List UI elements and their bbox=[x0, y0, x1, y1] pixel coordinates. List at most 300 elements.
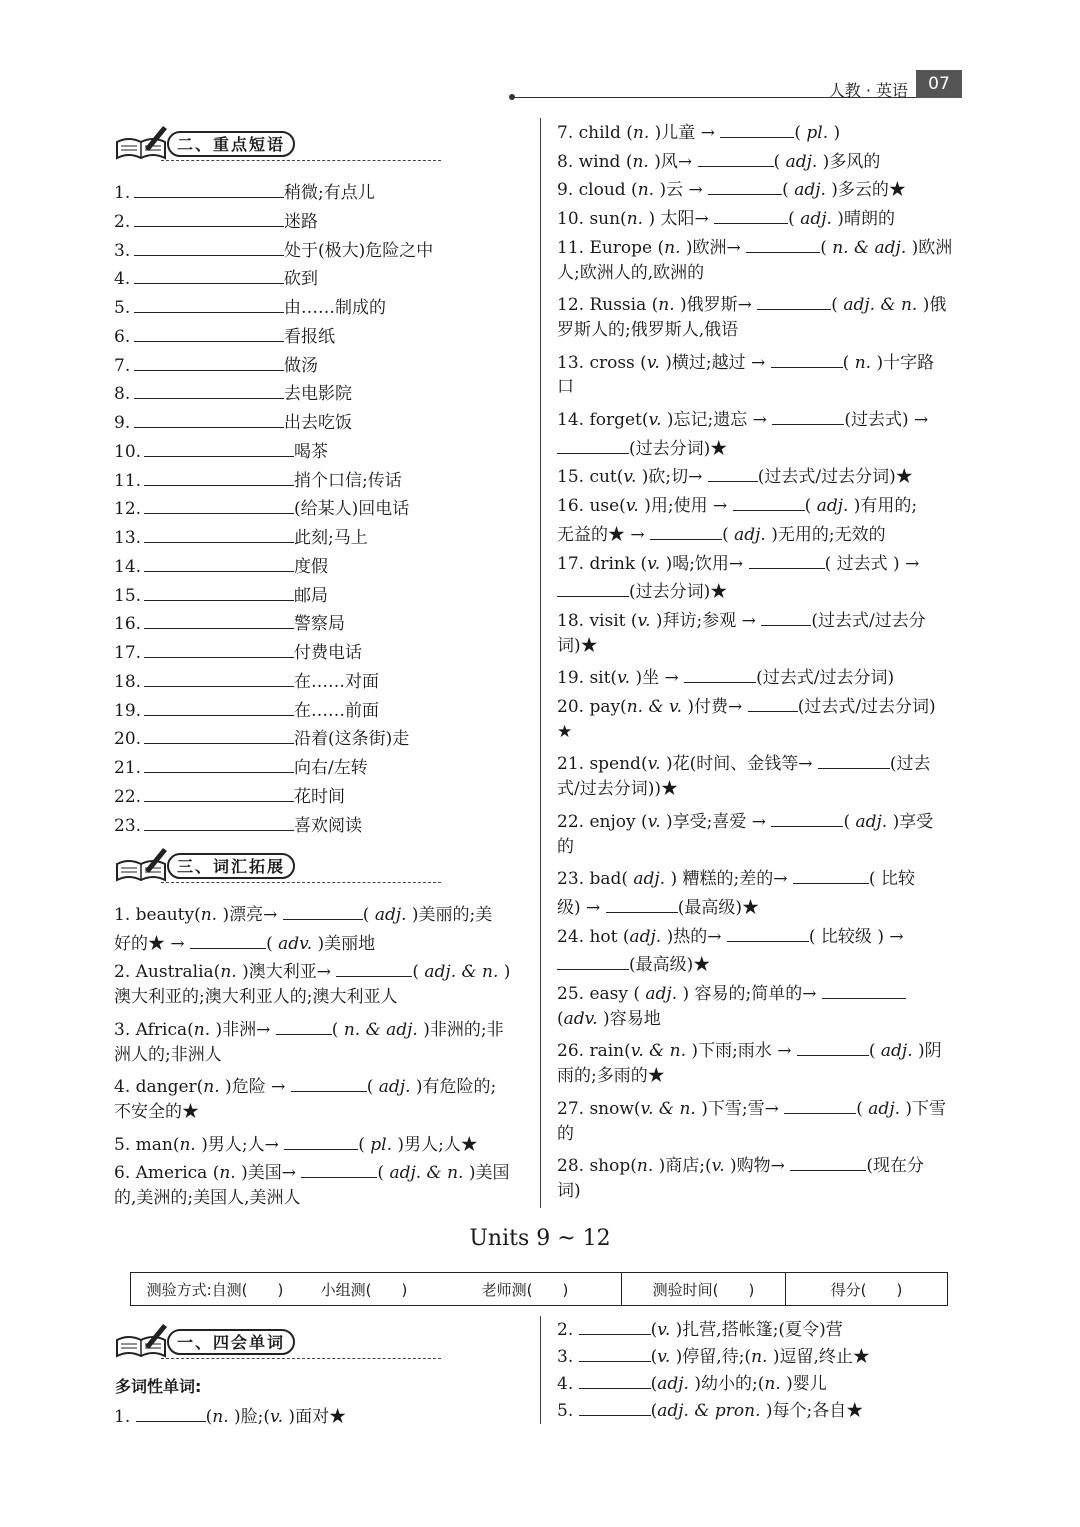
text-line bbox=[557, 1179, 967, 1203]
answer-blank[interactable] bbox=[822, 978, 906, 999]
text-line bbox=[557, 289, 967, 317]
text-segment: )用;使用 → bbox=[638, 496, 733, 517]
phrase-answer-blank[interactable] bbox=[134, 407, 284, 428]
text-segment: 19. sit( bbox=[557, 668, 618, 689]
phrase-answer-blank[interactable] bbox=[144, 522, 294, 543]
text-segment: ( bbox=[788, 209, 801, 230]
text-segment: (过去分词)★ bbox=[629, 438, 728, 459]
text-segment: )俄 bbox=[917, 295, 947, 316]
text-line bbox=[557, 662, 967, 690]
text-segment: ) 糟糕的;差的→ bbox=[665, 869, 793, 890]
phrase-item bbox=[114, 263, 318, 291]
phrase-answer-blank[interactable] bbox=[144, 752, 294, 773]
section-title-underline bbox=[161, 882, 441, 883]
text-segment: 罗斯人的;俄罗斯人,俄语 bbox=[557, 319, 739, 340]
text-segment: ( bbox=[722, 524, 735, 545]
text-segment: ( bbox=[266, 933, 279, 954]
phrase-meaning: 向右/左转 bbox=[294, 758, 368, 778]
phrase-meaning: 捎个口信;传话 bbox=[294, 470, 402, 491]
phrase-meaning: 喜欢阅读 bbox=[294, 815, 362, 836]
part-of-speech: n. bbox=[764, 1374, 781, 1394]
part-of-speech: n. bbox=[632, 151, 649, 172]
phrase-meaning: 邮局 bbox=[294, 585, 328, 606]
phrase-number: 11. bbox=[114, 470, 142, 491]
text-segment: 15. cut( bbox=[557, 467, 624, 488]
text-segment: )危险 → bbox=[219, 1077, 291, 1098]
text-segment: 9. cloud ( bbox=[557, 180, 638, 201]
text-line bbox=[557, 748, 967, 776]
text-segment: 25. easy ( bbox=[557, 984, 646, 1004]
part-of-speech: adv. bbox=[278, 933, 313, 954]
phrase-meaning: 付费电话 bbox=[294, 643, 362, 663]
phrase-item bbox=[114, 407, 352, 435]
phrase-meaning: 去电影院 bbox=[284, 384, 352, 405]
phrase-meaning: 沿着(这条街)走 bbox=[294, 729, 410, 750]
text-segment: (过去式/过去分 bbox=[811, 610, 926, 631]
text-segment: 式/过去分词))★ bbox=[557, 779, 678, 800]
phrase-number: 21. bbox=[114, 758, 142, 778]
text-segment: 洲人的;非洲人 bbox=[114, 1044, 222, 1065]
text-segment: )砍;切→ bbox=[636, 467, 708, 488]
text-segment: 10. sun( bbox=[557, 209, 627, 230]
answer-blank[interactable] bbox=[291, 1071, 367, 1092]
text-segment: )美丽的;美 bbox=[406, 905, 493, 925]
phrase-item bbox=[114, 235, 433, 263]
text-segment: ( 过去式 ) → bbox=[824, 553, 920, 574]
part-of-speech: n. bbox=[212, 1407, 229, 1427]
answer-blank[interactable] bbox=[708, 461, 758, 482]
part-of-speech: adj. bbox=[633, 869, 666, 890]
phrase-number: 4. bbox=[114, 269, 131, 290]
text-line bbox=[557, 691, 967, 719]
phrase-meaning: 砍到 bbox=[284, 269, 318, 290]
text-segment: ( bbox=[412, 962, 425, 983]
phrase-answer-blank[interactable] bbox=[134, 235, 284, 256]
phrase-meaning: 稍微;有点儿 bbox=[284, 183, 375, 203]
test-score-cell: 得分( ) bbox=[785, 1273, 947, 1305]
text-line bbox=[557, 347, 967, 375]
phrase-answer-blank[interactable] bbox=[144, 781, 294, 802]
phrase-answer-blank[interactable] bbox=[134, 177, 284, 198]
phrase-meaning: 迷路 bbox=[284, 211, 318, 232]
text-segment: )坐 → bbox=[630, 668, 685, 689]
text-line bbox=[114, 1401, 524, 1429]
phrase-number: 6. bbox=[114, 326, 131, 347]
text-segment: ( bbox=[820, 237, 833, 258]
text-segment: 口 bbox=[557, 377, 574, 398]
phrase-answer-blank[interactable] bbox=[144, 580, 294, 601]
phrase-number: 20. bbox=[114, 729, 142, 750]
text-line bbox=[557, 203, 967, 231]
answer-blank[interactable] bbox=[746, 232, 820, 253]
text-segment: ( bbox=[650, 1320, 658, 1340]
text-segment: )非洲→ bbox=[210, 1019, 276, 1040]
phrase-answer-blank[interactable] bbox=[134, 350, 284, 371]
text-segment: )无用的;无效的 bbox=[765, 524, 886, 545]
part-of-speech: adj. bbox=[657, 1374, 689, 1394]
text-segment: )容易地 bbox=[597, 1008, 661, 1029]
text-line bbox=[114, 956, 524, 984]
phrase-meaning: 由……制成的 bbox=[284, 298, 386, 318]
phrase-meaning: (给某人)回电话 bbox=[294, 499, 410, 520]
phrase-item bbox=[114, 350, 318, 378]
text-segment: 雨的;多雨的★ bbox=[557, 1066, 665, 1087]
text-line bbox=[557, 1150, 967, 1178]
answer-blank[interactable] bbox=[557, 433, 629, 454]
text-segment: )儿童 → bbox=[649, 123, 721, 143]
answer-blank[interactable] bbox=[793, 863, 869, 884]
answer-blank[interactable] bbox=[190, 928, 266, 949]
text-line bbox=[557, 1064, 967, 1088]
part-of-speech: v. & n. bbox=[630, 1041, 687, 1062]
text-segment: 12. Russia ( bbox=[557, 295, 659, 316]
text-segment: 好的★ → bbox=[114, 933, 191, 954]
text-segment: 澳大利亚的;澳大利亚人的;澳大利亚人 bbox=[114, 987, 398, 1008]
book-pen-icon bbox=[115, 124, 175, 164]
phrase-item bbox=[114, 465, 402, 493]
answer-blank[interactable] bbox=[301, 1157, 377, 1178]
text-segment: ) 太阳→ bbox=[643, 209, 715, 230]
part-of-speech: v. bbox=[647, 754, 661, 775]
text-segment: 词) bbox=[557, 1180, 581, 1201]
part-of-speech: adj. bbox=[794, 180, 826, 201]
section-title-underline bbox=[161, 1358, 441, 1359]
text-line bbox=[557, 634, 967, 658]
answer-blank[interactable] bbox=[727, 921, 809, 942]
text-line bbox=[114, 928, 524, 956]
phrase-answer-blank[interactable] bbox=[144, 637, 294, 658]
part-of-speech: pl. bbox=[370, 1134, 393, 1155]
text-segment: )付费→ bbox=[682, 697, 748, 717]
units-title: Units 9 ~ 12 bbox=[469, 1226, 611, 1251]
part-of-speech: adj. bbox=[378, 1077, 411, 1098]
answer-blank[interactable] bbox=[797, 1035, 869, 1056]
answer-blank[interactable] bbox=[749, 548, 825, 569]
part-of-speech: n. bbox=[219, 1163, 236, 1184]
phrase-answer-blank[interactable] bbox=[134, 206, 284, 227]
text-line bbox=[557, 318, 967, 342]
text-line bbox=[557, 835, 967, 859]
text-segment: ( bbox=[856, 1098, 869, 1119]
text-segment: )婴儿 bbox=[780, 1374, 827, 1394]
phrase-item bbox=[114, 177, 375, 205]
part-of-speech: v. bbox=[647, 811, 661, 832]
answer-blank[interactable] bbox=[714, 203, 788, 224]
text-segment: )男人;人★ bbox=[392, 1134, 478, 1155]
part-of-speech: pl. bbox=[806, 123, 829, 143]
phrase-meaning: 度假 bbox=[294, 556, 328, 577]
text-line bbox=[557, 519, 967, 547]
text-segment: )停留,待;( bbox=[670, 1347, 752, 1367]
text-segment: 26. rain( bbox=[557, 1041, 631, 1062]
part-of-speech: v. bbox=[623, 467, 637, 488]
part-of-speech: adj. & n. bbox=[389, 1163, 464, 1184]
answer-blank[interactable] bbox=[579, 1368, 651, 1389]
phrase-item bbox=[114, 752, 368, 780]
text-segment: 2. Australia( bbox=[114, 962, 221, 983]
text-line bbox=[114, 1014, 524, 1042]
answer-blank[interactable] bbox=[136, 1401, 206, 1422]
part-of-speech: adj. bbox=[816, 496, 849, 517]
text-segment: )澳大利亚→ bbox=[236, 962, 337, 983]
text-segment: 3. bbox=[557, 1347, 579, 1367]
text-segment: )花(时间、金钱等→ bbox=[660, 754, 818, 775]
text-segment: 8. wind ( bbox=[557, 151, 633, 172]
part-of-speech: v. bbox=[647, 553, 661, 574]
answer-blank[interactable] bbox=[818, 748, 890, 769]
text-segment: ( bbox=[650, 1401, 658, 1421]
answer-blank[interactable] bbox=[684, 662, 756, 683]
phrase-number: 8. bbox=[114, 384, 131, 405]
text-segment: 11. Europe ( bbox=[557, 237, 665, 258]
text-segment: (最高级)★ bbox=[677, 897, 759, 918]
phrase-answer-blank[interactable] bbox=[144, 666, 294, 687]
phrase-item bbox=[114, 292, 386, 320]
text-line bbox=[557, 921, 967, 949]
text-segment: ( bbox=[650, 1374, 658, 1394]
text-segment: )美国 bbox=[463, 1163, 510, 1184]
text-segment: 14. forget( bbox=[557, 410, 649, 430]
text-line bbox=[557, 1395, 967, 1423]
answer-blank[interactable] bbox=[708, 174, 782, 195]
phrase-answer-blank[interactable] bbox=[144, 551, 294, 572]
text-segment: ( bbox=[773, 151, 786, 172]
part-of-speech: adj. & n. bbox=[424, 962, 499, 983]
answer-blank[interactable] bbox=[336, 956, 412, 977]
text-line bbox=[114, 899, 524, 927]
part-of-speech: n. bbox=[200, 905, 218, 925]
text-line bbox=[557, 1035, 967, 1063]
text-segment: )忘记;遗忘 → bbox=[661, 410, 773, 430]
phrase-meaning: 警察局 bbox=[294, 614, 345, 635]
phrase-answer-blank[interactable] bbox=[134, 378, 284, 399]
text-segment: ★ bbox=[557, 721, 573, 742]
text-segment: )云 → bbox=[654, 180, 709, 201]
section-title-text: 三、词汇拓展 bbox=[167, 853, 295, 879]
phrase-answer-blank[interactable] bbox=[134, 263, 284, 284]
part-of-speech: adj. bbox=[880, 1041, 913, 1062]
phrase-meaning: 看报纸 bbox=[284, 326, 335, 347]
answer-blank[interactable] bbox=[698, 146, 774, 167]
answer-blank[interactable] bbox=[557, 576, 629, 597]
answer-blank[interactable] bbox=[771, 347, 843, 368]
answer-blank[interactable] bbox=[790, 1150, 866, 1171]
text-segment: 21. spend( bbox=[557, 754, 648, 775]
phrase-item bbox=[114, 436, 328, 464]
text-segment: 1. beauty( bbox=[114, 905, 201, 925]
part-of-speech: v. & n. bbox=[640, 1098, 696, 1119]
text-segment: )有危险的; bbox=[410, 1077, 497, 1098]
phrase-meaning: 喝茶 bbox=[294, 441, 328, 462]
phrase-item bbox=[114, 666, 379, 694]
phrase-answer-blank[interactable] bbox=[144, 436, 294, 457]
text-line bbox=[557, 375, 967, 399]
text-segment: )横过;越过 → bbox=[659, 352, 771, 373]
phrase-item bbox=[114, 580, 328, 608]
text-line bbox=[557, 433, 967, 461]
text-line bbox=[557, 117, 967, 145]
part-of-speech: adj. bbox=[734, 524, 766, 545]
text-segment: (过去 bbox=[889, 754, 931, 775]
text-segment: (最高级)★ bbox=[629, 955, 711, 976]
answer-blank[interactable] bbox=[757, 289, 831, 310]
part-of-speech: n. bbox=[193, 1019, 211, 1040]
text-segment: )喝;饮用→ bbox=[660, 553, 749, 574]
column-divider-bottom bbox=[540, 1316, 541, 1424]
phrase-answer-blank[interactable] bbox=[144, 465, 294, 486]
answer-blank[interactable] bbox=[284, 1129, 358, 1150]
phrase-meaning: 做汤 bbox=[284, 355, 318, 376]
answer-blank[interactable] bbox=[748, 691, 798, 712]
phrase-answer-blank[interactable] bbox=[134, 292, 284, 313]
answer-blank[interactable] bbox=[761, 605, 811, 626]
phrase-item bbox=[114, 522, 368, 550]
phrase-item bbox=[114, 321, 335, 349]
answer-blank[interactable] bbox=[784, 1093, 856, 1114]
text-segment: 的 bbox=[557, 1123, 574, 1144]
text-segment: (过去分词)★ bbox=[629, 582, 728, 603]
part-of-speech: n. bbox=[664, 237, 681, 258]
part-of-speech: adj. bbox=[785, 151, 818, 172]
text-line bbox=[557, 232, 967, 260]
phrase-item bbox=[114, 378, 352, 406]
text-segment: 的,美洲的;美国人,美洲人 bbox=[114, 1188, 301, 1208]
phrase-answer-blank[interactable] bbox=[144, 608, 294, 629]
text-segment: 词)★ bbox=[557, 635, 598, 656]
part-of-speech: adj. & pron. bbox=[657, 1401, 761, 1421]
answer-blank[interactable] bbox=[733, 490, 805, 511]
text-line bbox=[557, 777, 967, 801]
phrase-meaning: 花时间 bbox=[294, 786, 345, 807]
phrase-number: 22. bbox=[114, 786, 142, 807]
text-line bbox=[557, 548, 967, 576]
column-divider-top bbox=[540, 118, 541, 1208]
text-segment: )每个;各自★ bbox=[760, 1401, 864, 1421]
text-segment: (过去式/过去分词)★ bbox=[757, 467, 913, 488]
part-of-speech: adj. bbox=[855, 811, 888, 832]
text-segment: )下雨;雨水 → bbox=[686, 1041, 797, 1062]
text-segment: 13. cross ( bbox=[557, 352, 647, 373]
text-segment: (过去式/过去分词) bbox=[797, 697, 936, 717]
answer-blank[interactable] bbox=[579, 1341, 651, 1362]
phrase-answer-blank[interactable] bbox=[144, 695, 294, 716]
answer-blank[interactable] bbox=[283, 899, 363, 920]
part-of-speech: n. bbox=[854, 352, 872, 373]
text-line bbox=[114, 985, 524, 1009]
text-line bbox=[557, 1314, 967, 1342]
phrase-meaning: 处于(极大)危险之中 bbox=[284, 240, 434, 261]
answer-blank[interactable] bbox=[276, 1014, 332, 1035]
phrase-number: 9. bbox=[114, 413, 131, 433]
answer-blank[interactable] bbox=[720, 117, 794, 138]
test-table bbox=[130, 1272, 948, 1306]
text-line bbox=[557, 404, 967, 432]
text-segment: ( bbox=[377, 1163, 390, 1184]
phrase-answer-blank[interactable] bbox=[134, 321, 284, 342]
phrase-number: 1. bbox=[114, 183, 131, 203]
text-segment: 4. danger( bbox=[114, 1077, 204, 1098]
phrase-number: 7. bbox=[114, 355, 131, 376]
text-segment: 5. bbox=[557, 1401, 579, 1421]
text-line bbox=[557, 806, 967, 834]
phrase-item bbox=[114, 781, 345, 809]
text-segment: )美丽地 bbox=[312, 933, 376, 954]
book-pen-icon bbox=[115, 846, 175, 886]
part-of-speech: v. bbox=[625, 496, 639, 517]
part-of-speech: n. bbox=[220, 962, 237, 983]
book-pen-icon bbox=[115, 1322, 175, 1362]
text-segment: )俄罗斯→ bbox=[674, 295, 758, 316]
part-of-speech: adj. bbox=[374, 905, 407, 925]
phrase-number: 19. bbox=[114, 700, 142, 721]
part-of-speech: adj. bbox=[645, 984, 678, 1004]
phrase-meaning: 在……对面 bbox=[294, 671, 379, 692]
text-segment: ( bbox=[868, 1041, 881, 1062]
phrase-item bbox=[114, 551, 328, 579]
answer-blank[interactable] bbox=[606, 892, 678, 913]
test-method-cell: 测验方式:自测( ) bbox=[146, 1280, 284, 1299]
answer-blank[interactable] bbox=[557, 949, 629, 970]
part-of-speech: n. bbox=[658, 295, 675, 316]
text-segment: ) bbox=[498, 962, 511, 983]
text-segment: ( bbox=[358, 1134, 371, 1155]
text-segment: ( bbox=[804, 496, 817, 517]
text-segment: )多云的★ bbox=[825, 180, 906, 201]
phrase-number: 5. bbox=[114, 298, 131, 318]
phrase-answer-blank[interactable] bbox=[144, 493, 294, 514]
phrase-item bbox=[114, 695, 379, 723]
text-line bbox=[557, 1368, 967, 1396]
text-segment: )扎营,搭帐篷;(夏令)营 bbox=[670, 1320, 843, 1340]
answer-blank[interactable] bbox=[772, 404, 844, 425]
part-of-speech: n. & adj. bbox=[343, 1019, 418, 1040]
text-line bbox=[557, 576, 967, 604]
answer-blank[interactable] bbox=[579, 1395, 651, 1416]
words-subhead: 多词性单词: bbox=[115, 1377, 202, 1396]
text-segment: ) 容易的;简单的→ bbox=[677, 984, 822, 1004]
section-title-words bbox=[115, 1322, 345, 1366]
text-line bbox=[114, 1157, 524, 1185]
phrase-item bbox=[114, 608, 345, 636]
section-title-vocab bbox=[115, 846, 345, 890]
part-of-speech: v. bbox=[711, 1156, 725, 1177]
text-segment: 的 bbox=[557, 836, 574, 857]
part-of-speech: adj. bbox=[868, 1098, 900, 1119]
phrase-answer-blank[interactable] bbox=[144, 810, 294, 831]
text-segment: )购物→ bbox=[724, 1156, 791, 1177]
text-segment: 22. enjoy ( bbox=[557, 811, 648, 832]
answer-blank[interactable] bbox=[771, 806, 843, 827]
answer-blank[interactable] bbox=[650, 519, 722, 540]
answer-blank[interactable] bbox=[579, 1314, 651, 1335]
text-segment: 2. bbox=[557, 1320, 579, 1340]
text-segment: )下雪 bbox=[900, 1098, 947, 1119]
phrase-number: 3. bbox=[114, 240, 131, 261]
text-line bbox=[114, 1043, 524, 1067]
text-segment: 6. America ( bbox=[114, 1163, 220, 1184]
text-segment: 5. man( bbox=[114, 1134, 180, 1155]
phrase-answer-blank[interactable] bbox=[144, 723, 294, 744]
part-of-speech: v. bbox=[646, 352, 660, 373]
phrase-item bbox=[114, 637, 362, 665]
phrase-item bbox=[114, 810, 362, 838]
text-segment: )欧洲 bbox=[906, 237, 953, 258]
phrase-number: 17. bbox=[114, 643, 142, 663]
part-of-speech: n. bbox=[751, 1347, 768, 1367]
text-segment: )十字路 bbox=[871, 352, 935, 373]
part-of-speech: adv. bbox=[563, 1008, 598, 1029]
part-of-speech: v. bbox=[648, 410, 662, 430]
